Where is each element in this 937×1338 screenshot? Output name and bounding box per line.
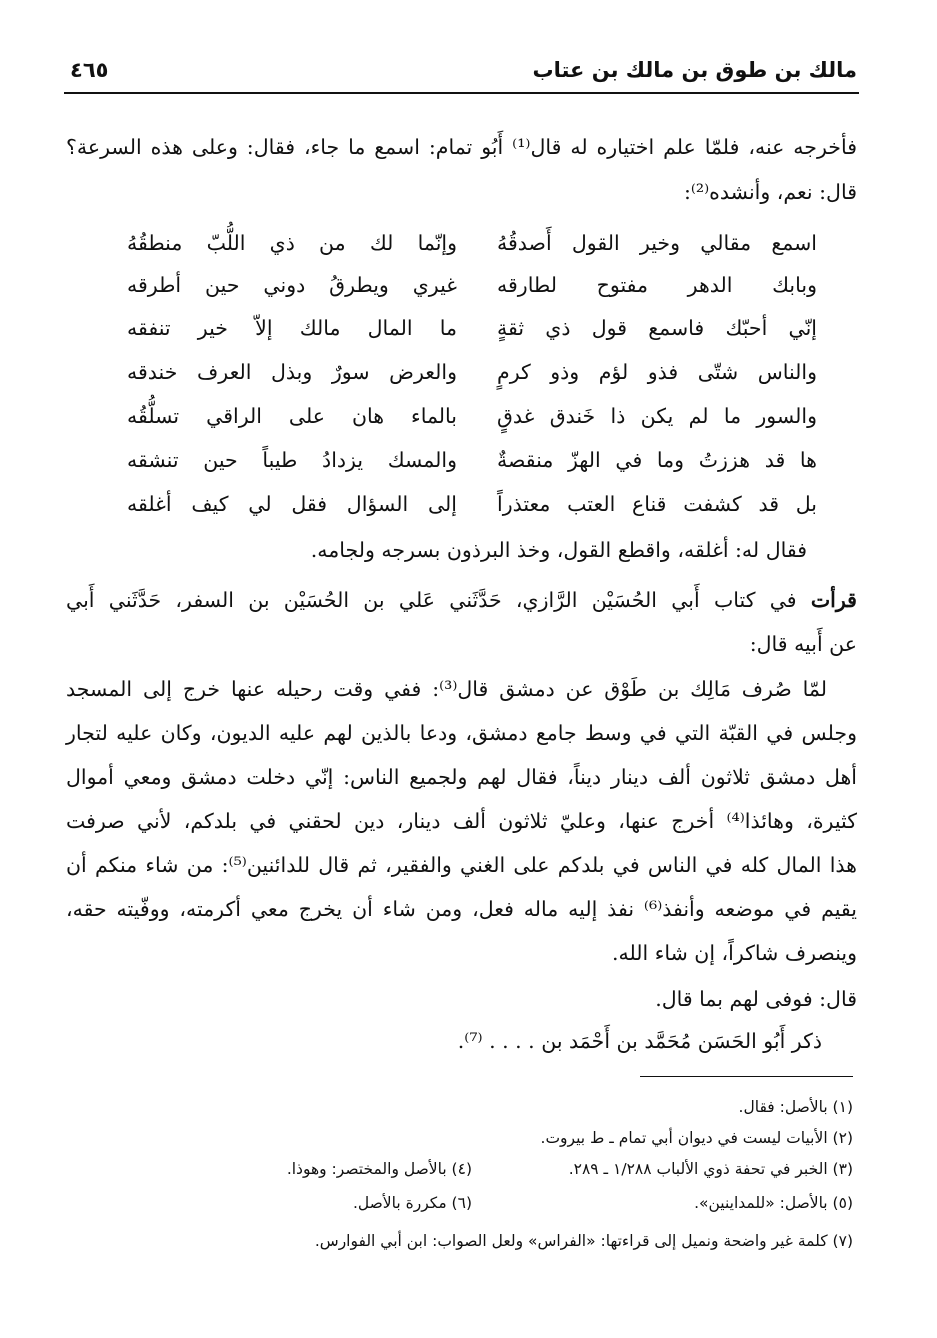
verse-left-hemistich: غيري ويطرقُ دوني حين أطرقه bbox=[127, 273, 457, 297]
footnote: (٧) كلمة غير واضحة ونميل إلى قراءتها: «الفراس» ولعل الصواب: ابن أبي الفوارس. bbox=[314, 1232, 853, 1250]
footnote: (١) بالأصل: فقال. bbox=[738, 1098, 853, 1116]
paragraph-line: قال: فوفى لهم بما قال. bbox=[655, 987, 857, 1011]
footnote: (٥) بالأصل: «للمداينين». bbox=[694, 1194, 853, 1212]
verse-right-hemistich: إنّي أحبّك فاسمع قول ذي ثقةٍ bbox=[497, 316, 817, 340]
verse-left-hemistich: بالماء هان على الراقي تسلُّقُه bbox=[127, 404, 457, 428]
paragraph-line: وجلس في القبّة التي في وسط جامع دمشق، ودعا بالذين لهم عليه الديون، وكان عليه لتجار bbox=[66, 721, 857, 745]
footnote: (٢) الأبيات ليست في ديوان أبي تمام ـ ط بيروت. bbox=[540, 1129, 853, 1147]
paragraph-line: لمّا صُرف مَالِك بن طَوْق عن دمشق قال⁽³⁾: ففي وقت رحيله عنها خرج إلى المسجد bbox=[66, 677, 827, 701]
footnote: (٦) مكررة بالأصل. bbox=[352, 1194, 472, 1212]
verse-right-hemistich: بل قد كشفت قناع العتب معتذراً bbox=[497, 492, 817, 516]
verse-left-hemistich: إلى السؤال فقل لي كيف أغلقه bbox=[127, 492, 457, 516]
footnote: (٤) بالأصل والمختصر: وهوذا. bbox=[286, 1160, 472, 1178]
paragraph-line: وينصرف شاكراً، إن شاء الله. bbox=[611, 941, 857, 965]
verse-right-hemistich: وبابك الدهر مفتوح لطارقه bbox=[497, 273, 817, 297]
paragraph-line: كثيرة، وهائذا⁽⁴⁾ أخرج عنها، وعليّ ثلاثون ألف دينار، دين لحقني في بلدكم، لأني صرفت bbox=[66, 809, 857, 833]
isnad-lead: قرأت bbox=[810, 588, 857, 612]
verse-right-hemistich: والناس شتّى فذو لؤم وذو كرمٍ bbox=[497, 360, 817, 384]
paragraph-line: ذكر أَبُو الحَسَن مُحَمَّد بن أَحْمَد بن . . . . ⁽⁷⁾. bbox=[457, 1029, 822, 1053]
verse-right-hemistich: والسور ما لم يكن ذا خَندق غدقٍ bbox=[497, 404, 817, 428]
page-number: ٤٦٥ bbox=[70, 58, 109, 82]
paragraph-line: قال: نعم، وأنشده⁽²⁾: bbox=[683, 180, 857, 204]
verse-left-hemistich: ما المال مالك إلاّ خير تنفقه bbox=[127, 316, 457, 340]
verse-right-hemistich: اسمع مقالي وخير القول أَصدقُهُ bbox=[497, 231, 817, 255]
paragraph-line: يقيم في موضعه وأنفذ⁽⁶⁾ نفذ إليه ماله فعل، ومن شاء أن يخرج معي أكرمته، ووفّيته حقه، bbox=[66, 897, 857, 921]
isnad-text: في كتاب أَبي الحُسَيْن الرَّازي، حَدَّثَني عَلي بن الحُسَيْن بن السفر، حَدَّثَني أَبي bbox=[66, 588, 797, 612]
paragraph-line: عن أَبيه قال: bbox=[749, 632, 857, 656]
paragraph-line: فقال له: أغلقه، واقطع القول، وخذ البرذون بسرجه ولجامه. bbox=[310, 538, 807, 562]
verse-left-hemistich: وإنّما لك من ذي اللُّبّ منطقُهُ bbox=[127, 231, 457, 255]
header-rule bbox=[64, 92, 859, 94]
running-title: مالك بن طوق بن مالك بن عتاب bbox=[532, 58, 857, 82]
paragraph-line: هذا المال كله في الناس في بلدكم على الغني والفقير، ثم قال للدائنين⁽⁵⁾: من شاء منكم أن bbox=[66, 853, 857, 877]
footnote-rule bbox=[640, 1076, 853, 1077]
isnad-line bbox=[66, 583, 857, 617]
verse-left-hemistich: والعرض سورٌ وبذل العرف خندقه bbox=[127, 360, 457, 384]
verse-right-hemistich: ها قد هززتُ وما في الهزّ منقصةٌ bbox=[497, 448, 817, 472]
paragraph-line: أهل دمشق ثلاثون ألف دينار ديناً، فقال لهم ولجميع الناس: إنّي دخلت دمشق ومعي أموال bbox=[66, 765, 857, 789]
paragraph-line: فأخرجه عنه، فلمّا علم اختياره له قال⁽¹⁾ أَبُو تمام: اسمع ما جاء، فقال: وعلى هذه السرعة؟ bbox=[66, 135, 857, 159]
verse-left-hemistich: والمسك يزدادُ طيباً حين تنشقه bbox=[127, 448, 457, 472]
footnote: (٣) الخبر في تحفة ذوي الألباب ١/٢٨٨ ـ ٢٨٩. bbox=[568, 1160, 853, 1178]
